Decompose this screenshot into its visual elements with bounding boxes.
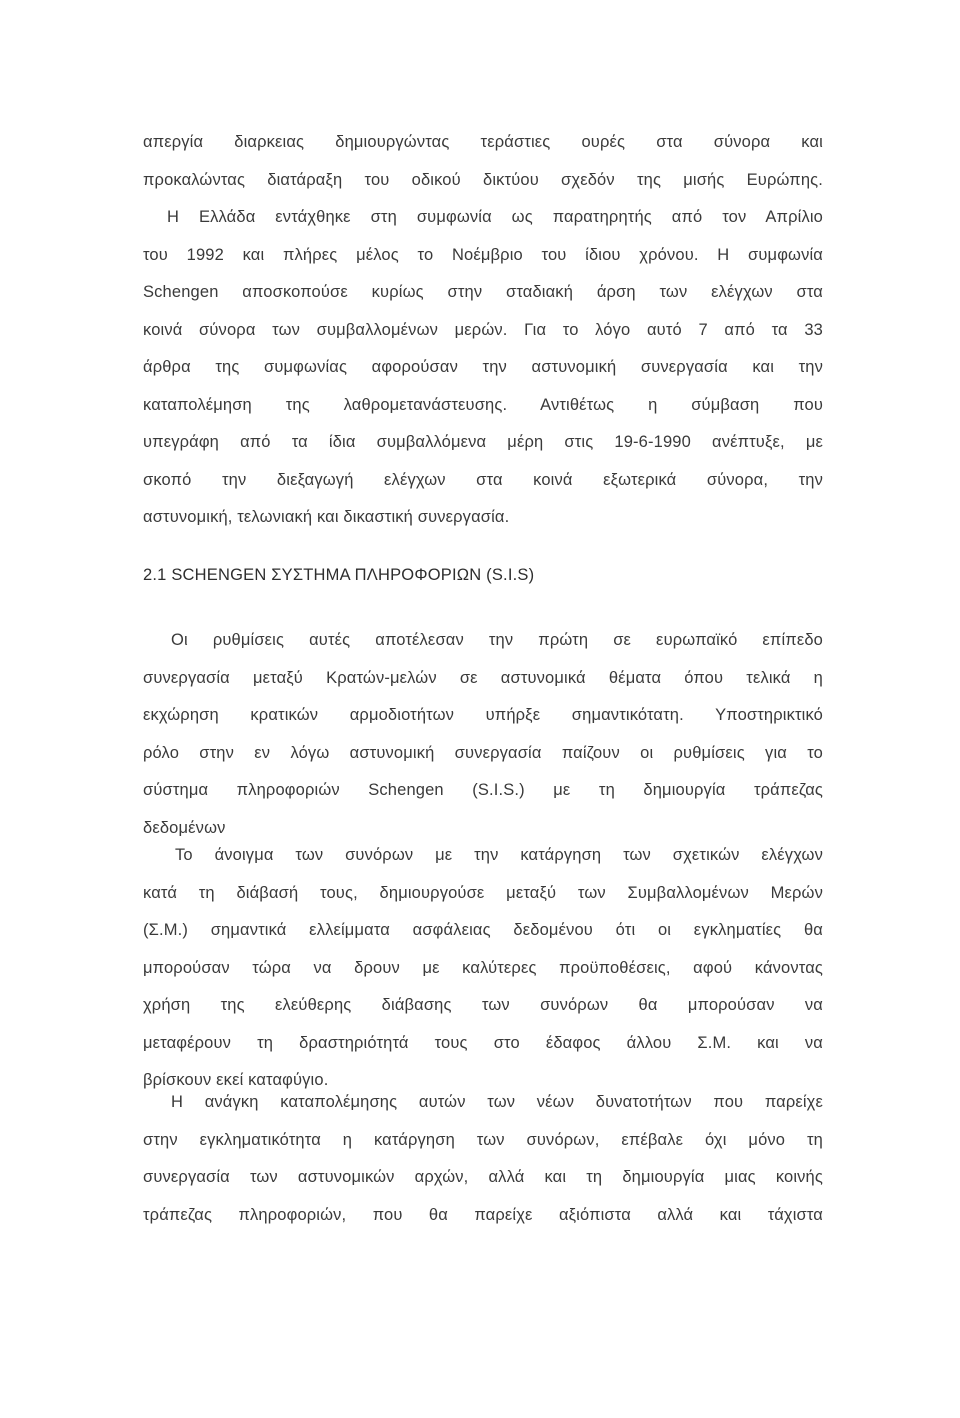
text-line: συνεργασία μεταξύ Κρατών-μελών σε αστυνομικά θέματα όπου τελικά η	[143, 668, 823, 687]
text-line: απεργία διαρκειας δημιουργώντας τεράστιες ουρές στα σύνορα και	[143, 133, 823, 151]
text-line: κοινά σύνορα των συμβαλλομένων μερών. Για το λόγο αυτό 7 από τα 33	[143, 320, 823, 339]
text-line: προκαλώντας διατάραξη του οδικού δικτύου σχεδόν της μισής Ευρώπης.	[143, 170, 823, 189]
text-line: μπορούσαν τώρα να δρουν με καλύτερες προϋποθέσεις, αφού κάνοντας	[143, 958, 823, 977]
text-line: σκοπό την διεξαγωγή ελέγχων στα κοινά εξωτερικά σύνορα, την	[143, 470, 823, 489]
text-line: Η Ελλάδα εντάχθηκε στη συμφωνία ως παρατηρητής από τον Απρίλιο	[167, 208, 823, 226]
text-line: υπεγράφη από τα ίδια συμβαλλόμενα μέρη στις 19-6-1990 ανέπτυξε, με	[143, 433, 823, 451]
section-heading: 2.1 SCHENGEN ΣΥΣΤΗΜΑ ΠΛΗΡΟΦΟΡΙΩΝ (S.I.S)	[143, 566, 535, 584]
text-line: συνεργασία των αστυνομικών αρχών, αλλά και τη δημιουργία μιας κοινής	[143, 1168, 823, 1186]
text-line: μεταφέρουν τη δραστηριότητά τους στο έδαφος άλλου Σ.Μ. και να	[143, 1033, 823, 1052]
text-line: Το άνοιγμα των συνόρων με την κατάργηση των σχετικών ελέγχων	[175, 846, 823, 864]
text-line: τράπεζας πληροφοριών, που θα παρείχε αξιόπιστα αλλά και τάχιστα	[143, 1205, 823, 1224]
text-line: άρθρα της συμφωνίας αφορούσαν την αστυνομική συνεργασία και την	[143, 358, 823, 376]
text-line: Η ανάγκη καταπολέμησης αυτών των νέων δυνατοτήτων που παρείχε	[171, 1093, 823, 1111]
text-line: εκχώρηση κρατικών αρμοδιοτήτων υπήρξε σημαντικότατη. Υποστηρικτικό	[143, 706, 823, 724]
text-line: καταπολέμηση της λαθρομετανάστευσης. Αντιθέτως η σύμβαση που	[143, 395, 823, 414]
text-line: σύστημα πληροφοριών Schengen (S.I.S.) με τη δημιουργία τράπεζας	[143, 781, 823, 799]
text-line: Οι ρυθμίσεις αυτές αποτέλεσαν την πρώτη σε ευρωπαϊκό επίπεδο	[171, 631, 823, 649]
text-line: βρίσκουν εκεί καταφύγιο.	[143, 1071, 329, 1089]
text-line: δεδομένων	[143, 818, 226, 837]
text-line: (Σ.Μ.) σημαντικά ελλείμματα ασφάλειας δεδομένου ότι οι εγκληματίες θα	[143, 921, 823, 939]
text-line: στην εγκληματικότητα η κατάργηση των συνόρων, επέβαλε όχι μόνο τη	[143, 1130, 823, 1149]
text-line: αστυνομική, τελωνιακή και δικαστική συνεργασία.	[143, 508, 510, 526]
text-line: κατά τη διάβασή τους, δημιουργούσε μεταξύ των Συμβαλλομένων Μερών	[143, 883, 823, 902]
text-line: του 1992 και πλήρες μέλος το Νοέμβριο του ίδιου χρόνου. Η συμφωνία	[143, 245, 823, 264]
text-line: ρόλο στην εν λόγω αστυνομική συνεργασία παίζουν οι ρυθμίσεις για το	[143, 743, 823, 762]
text-line: Schengen αποσκοπούσε κυρίως στην σταδιακή άρση των ελέγχων στα	[143, 283, 823, 301]
text-line: χρήση της ελεύθερης διάβασης των συνόρων θα μπορούσαν να	[143, 996, 823, 1014]
